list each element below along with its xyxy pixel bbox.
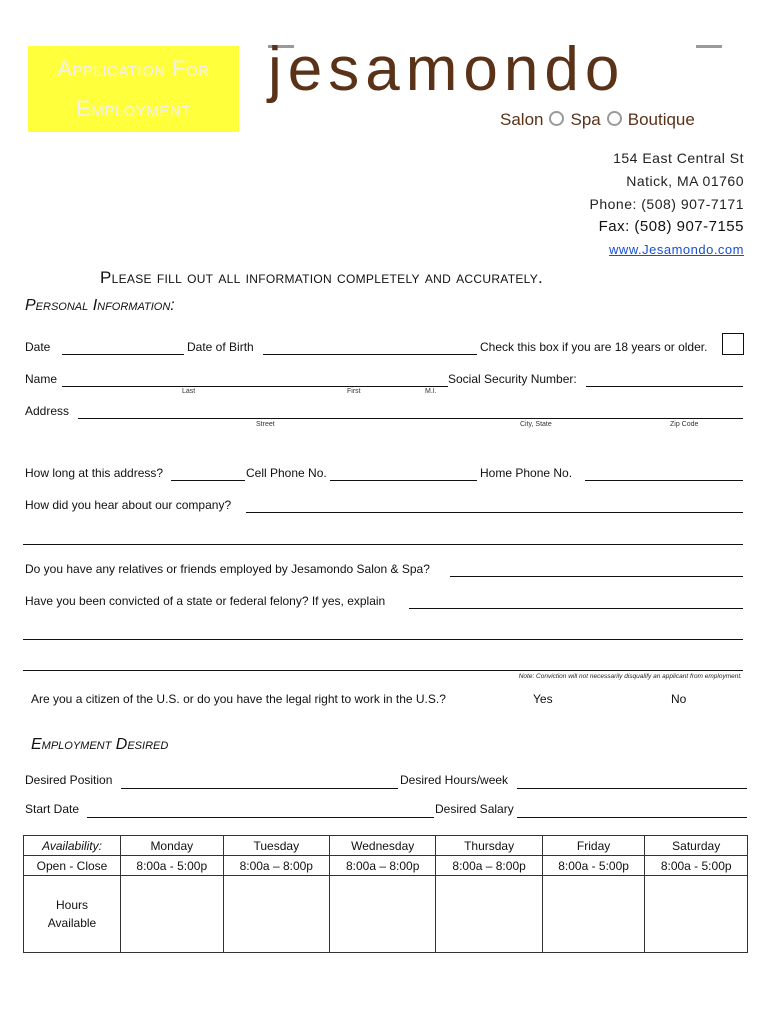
address-label: Address [25,404,70,418]
website-link[interactable]: www.Jesamondo.com [609,242,744,257]
hours-monday: 8:00a - 5:00p [121,856,224,876]
address-sub-street: Street [256,421,275,428]
citizen-yes-option[interactable]: Yes [533,692,553,706]
company-logo: jesamondo [268,35,626,104]
desired-salary-label: Desired Salary [435,802,514,816]
fax-number: Fax: (508) 907-7155 [598,218,744,235]
logo-tagline-salon: Salon [500,110,544,129]
circle-icon [549,111,564,126]
desired-salary-field[interactable] [517,817,747,818]
day-thursday: Thursday [436,836,542,856]
hours-available-line-2: Available [47,916,97,930]
phone-number: Phone: (508) 907-7171 [589,196,744,212]
logo-tagline [500,110,695,130]
availability-header: Availability: [24,836,121,856]
hear-about-label: How did you hear about our company? [25,498,232,512]
hours-available-label [24,876,121,953]
name-sub-mi: M.I. [425,388,437,395]
hours-saturday: 8:00a - 5:00p [645,856,748,876]
available-input-thursday[interactable] [436,876,542,953]
cell-phone-field[interactable] [330,480,477,481]
available-input-monday[interactable] [121,876,224,953]
availability-table [23,835,748,953]
circle-icon [607,111,622,126]
felony-field[interactable] [409,608,743,609]
relatives-field[interactable] [450,576,743,577]
date-field[interactable] [62,354,184,355]
personal-info-heading: Personal Information: [25,297,175,314]
desired-hours-field[interactable] [517,788,747,789]
address-line-2: Natick, MA 01760 [626,173,744,189]
name-label: Name [25,372,58,386]
availability-hours-row [24,876,748,953]
title-line-2: Employment [76,96,191,121]
instructions-text: Please fill out all information completely and accurately. [100,268,544,287]
day-tuesday: Tuesday [223,836,329,856]
availability-open-close-row [24,856,748,876]
how-long-label: How long at this address? [25,466,164,480]
hear-about-field-line-2[interactable] [23,544,743,545]
start-date-label: Start Date [25,802,80,816]
dob-label: Date of Birth [187,340,254,354]
logo-tagline-boutique: Boutique [627,110,695,129]
available-input-tuesday[interactable] [223,876,329,953]
title-line-1: Application For [57,56,210,81]
citizen-label: Are you a citizen of the U.S. or do you have the legal right to work in the U.S.? [31,692,446,706]
application-title-box [28,46,239,132]
desired-position-label: Desired Position [25,773,113,787]
age-checkbox[interactable] [722,333,744,355]
hours-thursday: 8:00a – 8:00p [436,856,542,876]
employment-desired-heading: Employment Desired [31,736,169,753]
start-date-field[interactable] [87,817,434,818]
hours-wednesday: 8:00a – 8:00p [329,856,435,876]
home-phone-field[interactable] [585,480,743,481]
name-sub-last: Last [182,388,196,395]
age-check-label: Check this box if you are 18 years or older. [480,340,708,354]
available-input-wednesday[interactable] [329,876,435,953]
desired-hours-label: Desired Hours/week [400,773,509,787]
available-input-friday[interactable] [542,876,645,953]
address-field[interactable] [78,418,743,419]
hours-tuesday: 8:00a – 8:00p [223,856,329,876]
date-label: Date [25,340,51,354]
ssn-label: Social Security Number: [448,372,577,386]
hear-about-field[interactable] [246,512,743,513]
address-line-1: 154 East Central St [613,150,744,166]
ssn-field[interactable] [586,386,743,387]
form-instructions [100,268,543,288]
desired-position-field[interactable] [121,788,398,789]
hours-friday: 8:00a - 5:00p [542,856,645,876]
hours-available-line-1: Hours [55,898,88,912]
felony-field-line-2[interactable] [23,639,743,640]
felony-label: Have you been convicted of a state or federal felony? If yes, explain [25,594,386,608]
cell-phone-label: Cell Phone No. [246,466,327,480]
logo-tagline-spa: Spa [570,110,601,129]
relatives-label: Do you have any relatives or friends employed by Jesamondo Salon & Spa? [25,562,430,576]
how-long-field[interactable] [171,480,245,481]
available-input-saturday[interactable] [645,876,748,953]
felony-note: Note: Conviction will not necessarily disqualify an applicant from employment. [518,673,742,680]
logo-accent-bar-right [696,45,722,48]
day-saturday: Saturday [645,836,748,856]
open-close-label: Open - Close [24,856,121,876]
day-wednesday: Wednesday [329,836,435,856]
citizen-no-option[interactable]: No [671,692,687,706]
address-sub-zip: Zip Code [670,421,699,428]
address-sub-city: City, State [520,421,552,428]
day-monday: Monday [121,836,224,856]
name-field[interactable] [62,386,448,387]
dob-field[interactable] [263,354,477,355]
home-phone-label: Home Phone No. [480,466,573,480]
day-friday: Friday [542,836,645,856]
felony-field-line-3[interactable] [23,670,743,671]
name-sub-first: First [347,388,361,395]
availability-days-row [24,836,748,856]
